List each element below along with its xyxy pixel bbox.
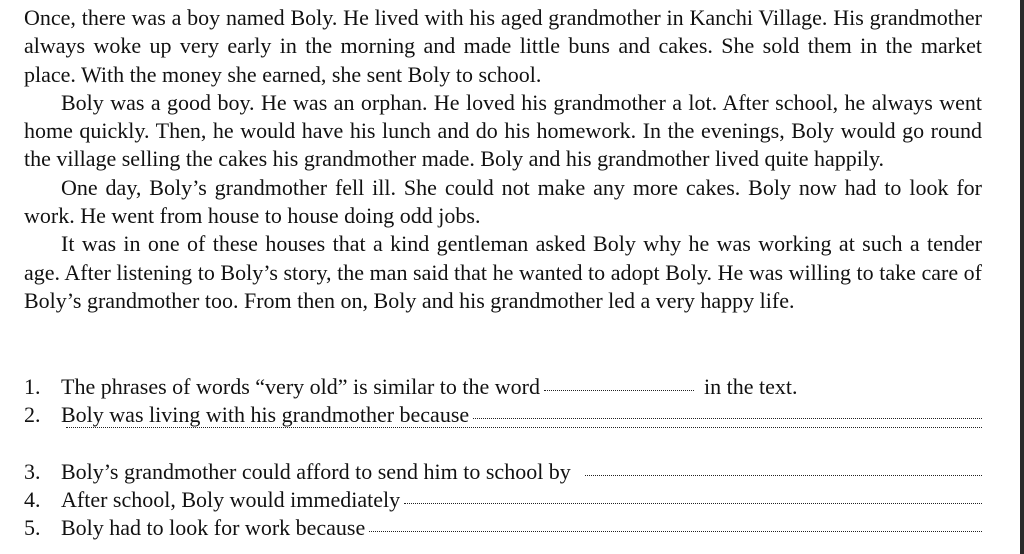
question-number: 1. — [24, 374, 41, 399]
question-item-5 — [24, 514, 982, 542]
question-number: 4. — [24, 487, 41, 513]
page-edge-divider — [1020, 0, 1024, 554]
question-text: The phrases of words “very old” is similar to the word — [61, 374, 540, 399]
question-text: Boly had to look for work because — [61, 515, 366, 541]
answer-blank-5[interactable] — [369, 531, 982, 532]
question-text-suffix: in the text. — [704, 374, 798, 399]
question-item-2 — [24, 401, 982, 429]
answer-blank-1[interactable] — [544, 390, 694, 391]
question-text: After school, Boly would immediately — [61, 487, 401, 513]
question-item-2-continuation — [24, 430, 982, 458]
question-item-4 — [24, 486, 982, 514]
question-text: Boly’s grandmother could afford to send him to school by — [61, 458, 571, 484]
passage-paragraph-4: It was in one of these houses that a kind gentleman asked Boly why he was working at such a tender age. After listening to Boly’s story, the man said that he wanted to adopt Boly. He was willing to take care of Boly’s grandmother too. From then on, Boly and his grandmother led a very happy life. — [24, 231, 982, 313]
question-number: 3. — [24, 458, 41, 484]
question-text: Boly was living with his grandmother because — [61, 402, 470, 428]
passage-paragraph-3: One day, Boly’s grandmother fell ill. She could not make any more cakes. Boly now had to look for work. He went from house to house doing odd jobs. — [24, 174, 982, 229]
question-item-3 — [24, 458, 982, 486]
question-number: 5. — [24, 515, 41, 541]
answer-blank-2-line-2[interactable] — [66, 427, 982, 428]
answer-blank-3[interactable] — [585, 475, 982, 476]
question-list — [24, 373, 982, 543]
passage-paragraph-1: Once, there was a boy named Boly. He lived with his aged grandmother in Kanchi Village. His grandmother always woke up very early in the morning and made little buns and cakes. She sold them in the market place. With the money she earned, she sent Boly to school. — [24, 5, 982, 87]
reading-passage — [24, 4, 982, 315]
passage-paragraph-2: Boly was a good boy. He was an orphan. He loved his grandmother a lot. After school, he always went home quickly. Then, he would have his lunch and do his homework. In the evenings, Boly would go round the village selling the cakes his grandmother made. Boly and his grandmother lived quite happily. — [24, 89, 982, 172]
answer-blank-4[interactable] — [404, 503, 982, 504]
answer-blank-2[interactable] — [473, 418, 982, 419]
question-item-1 — [24, 373, 982, 401]
question-number: 2. — [24, 402, 41, 428]
